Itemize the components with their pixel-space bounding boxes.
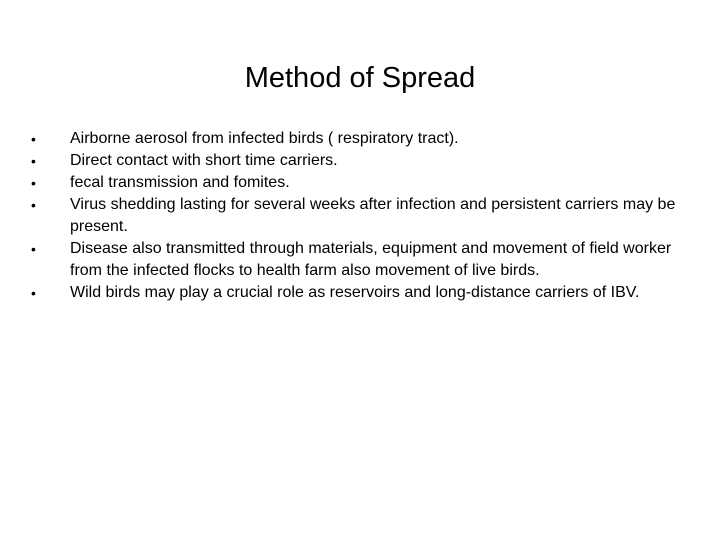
slide-title: Method of Spread [244,62,476,94]
bullet-dot-icon: • [31,131,36,147]
bullet-text: Virus shedding lasting for several weeks after infection and persistent carriers may be present. [70,196,676,235]
bullet-dot-icon: • [31,175,36,191]
bullet-text: Direct contact with short time carriers. [70,152,338,169]
bullet-item [31,150,690,172]
bullet-item [31,172,690,194]
bullet-dot-icon: • [31,241,36,257]
bullet-item [31,238,690,282]
bullet-dot-icon: • [31,153,36,169]
bullet-item [31,282,690,304]
bullet-text: Wild birds may play a crucial role as reservoirs and long-distance carriers of IBV. [70,284,640,301]
bullet-item [31,194,690,238]
bullet-text: Airborne aerosol from infected birds ( respiratory tract). [70,130,459,147]
bullet-list [31,128,690,304]
bullet-text: fecal transmission and fomites. [70,174,290,191]
bullet-dot-icon: • [31,197,36,213]
bullet-text: Disease also transmitted through materials, equipment and movement of field worker from the infected flocks to health farm also movement of live birds. [70,240,672,279]
bullet-dot-icon: • [31,285,36,301]
bullet-item [31,128,690,150]
